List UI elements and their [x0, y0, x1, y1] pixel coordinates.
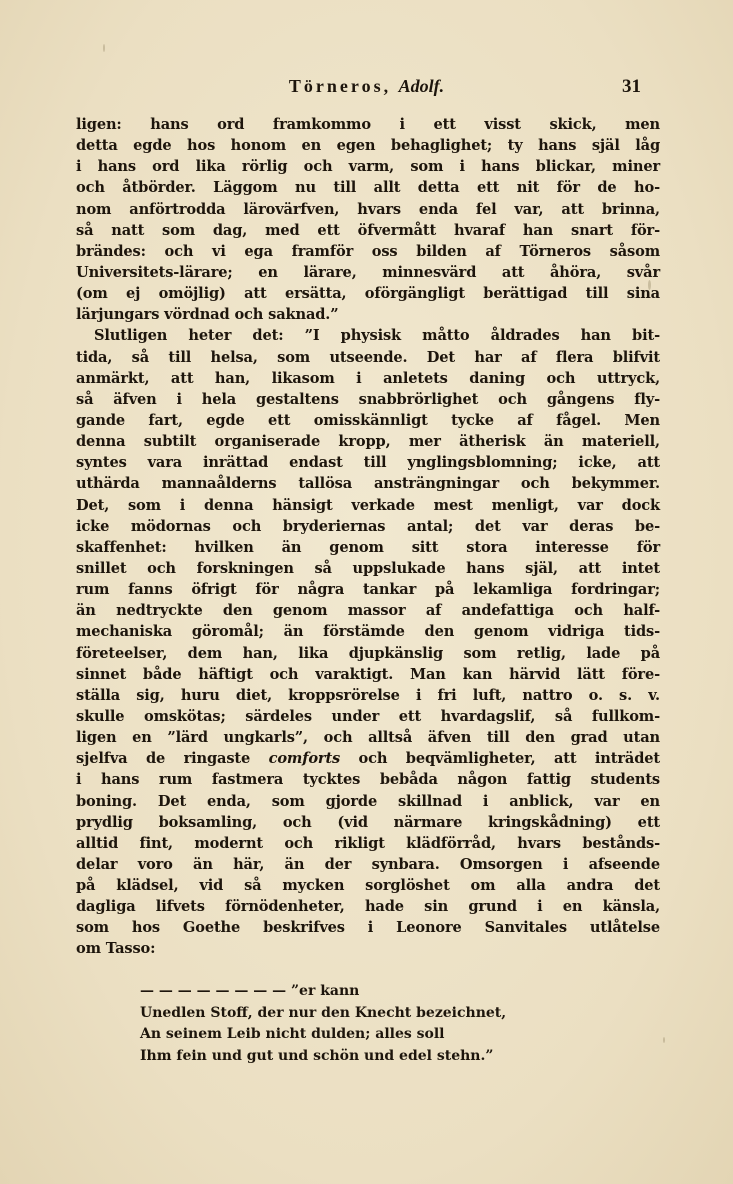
text-line: än nedtryckte den genom massor af andefattiga och half-	[76, 602, 660, 620]
text-line: ligen: hans ord framkommo i ett visst skick, men	[76, 116, 660, 133]
verse-line: An seinem Leib nicht dulden; alles soll	[140, 1026, 445, 1042]
text-line: sjelfva de ringaste comforts och beqvämligheter, att inträdet	[76, 750, 660, 768]
paper-speck	[103, 44, 105, 52]
text-line: lärjungars vördnad och saknad.”	[76, 306, 339, 324]
page-header	[0, 76, 733, 102]
paper-speck	[663, 1037, 665, 1043]
text-line: (om ej omöjlig) att ersätta, oförgängligt berättigad till sina	[76, 285, 660, 303]
text-line: sinnet både häftigt och varaktigt. Man kan härvid lätt före-	[76, 665, 660, 683]
text-line: delar voro än här, än der synbara. Omsorgen i afseende	[76, 855, 660, 873]
text-line: Det, som i denna hänsigt verkade mest menligt, var dock	[76, 496, 660, 514]
text-line: icke mödornas och bryderiernas antal; det var deras be-	[76, 517, 660, 535]
text-line: om Tasso:	[76, 940, 156, 958]
text-line: ställa sig, huru diet, kroppsrörelse i fri luft, nattro o. s. v.	[76, 686, 660, 704]
verse-line: — — — — — — — — ”er kann	[140, 983, 360, 999]
text-line: gande fart, egde ett omisskännligt tycke af fågel. Men	[76, 411, 660, 429]
text-line: skulle omskötas; särdeles under ett hvardagslif, så fullkom-	[76, 707, 660, 725]
verse-quotation	[140, 981, 540, 1067]
page-number: 31	[622, 76, 641, 97]
text-line: skaffenhet: hvilken än genom sitt stora interesse för	[76, 538, 660, 556]
text-line: och åtbörder. Läggom nu till allt detta ett nit för de ho-	[76, 179, 660, 197]
text-line: boning. Det enda, som gjorde skillnad i anblick, var en	[76, 792, 660, 810]
text-line: syntes vara inrättad endast till ynglingsblomning; icke, att	[76, 454, 660, 472]
text-line: tida, så till helsa, som utseende. Det har af flera blifvit	[76, 348, 660, 366]
verse-line: Ihm fein und gut und schön und edel stehn.”	[140, 1047, 494, 1064]
text-line: prydlig boksamling, och (vid närmare kringskådning) ett	[76, 813, 660, 831]
text-line: mechaniska göromål; än förstämde den genom vidriga tids-	[76, 623, 660, 641]
text-line: dagliga lifvets förnödenheter, hade sin grund i en känsla,	[76, 898, 660, 916]
text-line: på klädsel, vid så mycken sorglöshet om alla andra det	[76, 877, 660, 895]
text-line: ligen en ”lärd ungkarls”, och alltså äfven till den grad utan	[76, 729, 660, 747]
text-line: anmärkt, att han, likasom i anletets daning och uttryck,	[76, 369, 660, 387]
italic-word: comforts	[268, 750, 341, 768]
text-line: så natt som dag, med ett öfvermått hvaraf han snart för-	[76, 221, 660, 239]
text-line: Universitets-lärare; en lärare, minnesvärd att åhöra, svår	[76, 263, 660, 281]
running-title-surname: Törneros,	[288, 76, 392, 96]
body-text	[76, 114, 660, 960]
text-line: i hans ord lika rörlig och varm, som i hans blickar, miner	[76, 158, 660, 176]
running-title-firstname: Adolf.	[398, 76, 445, 96]
text-line: alltid fint, modernt och rikligt klädförråd, hvars bestånds-	[76, 834, 660, 852]
text-line: som hos Goethe beskrifves i Leonore Sanvitales utlåtelse	[76, 919, 660, 937]
text-line: så äfven i hela gestaltens snabbrörlighet och gångens fly-	[76, 390, 660, 408]
text-line: detta egde hos honom en egen behaglighet; ty hans själ låg	[76, 137, 660, 155]
text-line: företeelser, dem han, lika djupkänslig som retlig, lade på	[76, 644, 660, 662]
text-line: brändes: och vi ega framför oss bilden af Törneros såsom	[76, 242, 660, 260]
text-line: Slutligen heter det: ”I physisk måtto åldrades han bit-	[94, 327, 660, 345]
verse-line: Unedlen Stoff, der nur den Knecht bezeichnet,	[140, 1004, 507, 1021]
text-line: uthärda mannaålderns tallösa ansträngningar och bekymmer.	[76, 475, 660, 493]
paper-speck	[648, 280, 651, 290]
text-line: i hans rum fastmera tycktes bebåda någon fattig students	[76, 771, 660, 789]
text-line: nom anförtrodda lärovärfven, hvars enda fel var, att brinna,	[76, 200, 660, 218]
text-line: rum fanns öfrigt för några tankar på lekamliga fordringar;	[76, 581, 660, 599]
text-line: snillet och forskningen så uppslukade hans själ, att intet	[76, 559, 660, 577]
text-line: denna subtilt organiserade kropp, mer ätherisk än materiell,	[76, 433, 660, 451]
